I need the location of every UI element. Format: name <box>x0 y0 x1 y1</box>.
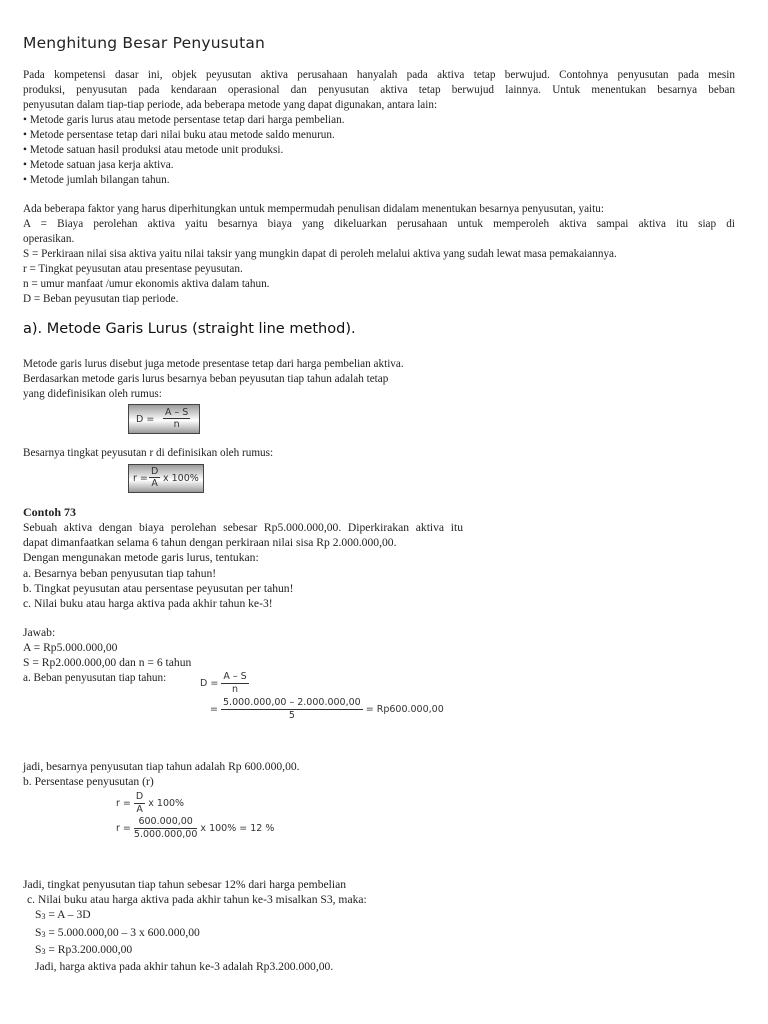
section-a-text <box>23 357 404 402</box>
calc-a1 <box>200 671 249 696</box>
result-b-text: Jadi, tingkat penyusutan tiap tahun sebesar 12% dari harga pembelian <box>23 878 347 891</box>
calc-denominator: n <box>231 684 238 695</box>
calc-numerator: D <box>135 791 144 802</box>
section-a-line: yang didefinisikan oleh rumus: <box>23 388 162 400</box>
calc-b2 <box>116 816 274 841</box>
s3-line <box>23 942 367 959</box>
answer-part-b-label: b. Persentase penyusutan (r) <box>23 775 154 789</box>
s3-symbol: S <box>35 908 42 922</box>
s3-expression: = 5.000.000,00 – 3 x 600.000,00 <box>45 925 200 939</box>
factor-n: n = umur manfaat /umur ekonomis aktiva dalam tahun. <box>23 278 270 290</box>
method-list-item: • Metode jumlah bilangan tahun. <box>23 174 170 186</box>
formula-denominator: n <box>173 419 180 430</box>
section-a-line: Berdasarkan metode garis lurus besarnya beban peyusutan tiap tahun adalah tetap <box>23 373 389 385</box>
method-list-item: • Metode satuan jasa kerja aktiva. <box>23 159 174 171</box>
s3-symbol: S <box>35 942 42 956</box>
calc-denominator: A <box>136 804 143 815</box>
s3-expression: = Rp3.200.000,00 <box>45 942 133 956</box>
formula-lhs: r = <box>133 473 148 484</box>
answer-given-s: S = Rp2.000.000,00 dan n = 6 tahun <box>23 656 192 670</box>
calc-numerator: 5.000.000,00 – 2.000.000,00 <box>223 697 361 708</box>
example-body <box>23 520 463 611</box>
formula-lhs: D = <box>136 414 155 425</box>
conclusion-text: Jadi, harga aktiva pada akhir tahun ke-3 adalah Rp3.200.000,00. <box>35 960 334 974</box>
calc-fraction <box>134 791 145 816</box>
example-line: c. Nilai buku atau harga aktiva pada akhir tahun ke-3! <box>23 597 273 611</box>
calc-a2 <box>210 697 444 722</box>
s3-expression: = A – 3D <box>45 908 91 922</box>
section-heading: a). Metode Garis Lurus (straight line method). <box>23 321 356 337</box>
factor-a: A = Biaya perolehan aktiva yaitu besarnya biaya yang dikeluarkan perusahaan untuk memperoleh aktiva sampai aktiva itu siap di <box>23 218 735 230</box>
s3-symbol: S <box>35 925 42 939</box>
calc-fraction <box>221 697 363 722</box>
calc-rhs: = Rp600.000,00 <box>365 704 444 715</box>
calc-numerator: A – S <box>223 671 247 682</box>
answer-result-a <box>23 759 300 789</box>
example-line: Dengan mengunakan metode garis lurus, tentukan: <box>23 551 259 565</box>
factor-s: S = Perkiraan nilai sisa aktiva yaitu nilai taksir yang mungkin dapat di peroleh melalui aktiva yang sudah lewat masa pemakaiannya. <box>23 248 617 260</box>
formula-fraction <box>163 407 190 430</box>
example-title <box>23 505 76 520</box>
s3-line <box>23 925 367 942</box>
s3-subscript: 3 <box>41 929 46 939</box>
example-line: a. Besarnya beban penyusutan tiap tahun! <box>23 566 217 580</box>
method-list-item: • Metode satuan hasil produksi atau metode unit produksi. <box>23 144 284 156</box>
calc-denominator: 5 <box>288 710 295 721</box>
calc-rhs: x 100% <box>148 798 185 809</box>
intro-line: penyusutan dalam tiap-tiap periode, ada beberapa metode yang dapat digunakan, antara lain: <box>23 99 438 111</box>
example-heading: Contoh 73 <box>23 505 77 519</box>
method-list-item: • Metode garis lurus atau metode persentase tetap dari harga pembelian. <box>23 114 345 126</box>
factor-r: r = Tingkat peyusutan atau presentase peyusutan. <box>23 263 243 275</box>
calc-lhs: r = <box>116 798 131 809</box>
example-line: b. Tingkat peyusutan atau persentase peyusutan per tahun! <box>23 581 294 595</box>
s3-line <box>23 907 367 924</box>
section-a-line: Metode garis lurus disebut juga metode presentase tetap dari harga pembelian aktiva. <box>23 358 404 370</box>
calc-denominator: 5.000.000,00 <box>133 829 198 840</box>
rate-text: Besarnya tingkat peyusutan r di definisikan oleh rumus: <box>23 447 274 459</box>
answer-part-a-label: a. Beban penyusutan tiap tahun: <box>23 671 167 684</box>
answer-given-a: A = Rp5.000.000,00 <box>23 641 118 655</box>
calc-lhs: D = <box>200 678 219 689</box>
factors-intro: Ada beberapa faktor yang harus diperhitungkan untuk mempermudah penulisan didalam menentukan besarnya penyusutan, yaitu: <box>23 203 604 215</box>
factors-section <box>23 202 735 307</box>
formula-rhs: x 100% <box>163 473 199 484</box>
result-a-text: jadi, besarnya penyusutan tiap tahun adalah Rp 600.000,00. <box>23 760 300 773</box>
formula-numerator: D <box>151 466 159 477</box>
example-line: Sebuah aktiva dengan biaya perolehan sebesar Rp5.000.000,00. Diperkirakan aktiva itu <box>23 521 463 534</box>
example-line: dapat dimanfaatkan selama 6 tahun dengan perkiraan nilai sisa Rp 2.000.000,00. <box>23 536 397 550</box>
calc-numerator: 600.000,00 <box>134 816 197 829</box>
calc-b1 <box>116 791 184 816</box>
formula-r-box <box>128 464 204 493</box>
formula-denominator: A <box>151 478 158 489</box>
calc-fraction <box>134 816 197 841</box>
factor-a-cont: operasikan. <box>23 233 75 245</box>
s3-subscript: 3 <box>41 946 46 956</box>
method-list-item: • Metode persentase tetap dari nilai buku atau metode saldo menurun. <box>23 129 335 141</box>
calc-lhs: r = <box>116 823 131 834</box>
formula-numerator: A – S <box>165 407 189 418</box>
answer-section <box>23 625 191 686</box>
answer-label: Jawab: <box>23 626 56 639</box>
answer-part-c-label: c. Nilai buku atau harga aktiva pada akhir tahun ke-3 misalkan S3, maka: <box>27 893 367 907</box>
calc-fraction <box>221 671 248 696</box>
factor-d: D = Beban peyusutan tiap periode. <box>23 293 179 305</box>
formula-fraction <box>149 466 160 489</box>
calc-lhs: = <box>210 704 218 715</box>
formula-d-box <box>128 404 200 434</box>
intro-line: produksi, penyusutan pada kendaraan operasional dan penyusutan aktiva tetap berwujud lainnya. Untuk menentukan besarnya beban <box>23 84 735 96</box>
intro-line: Pada kompetensi dasar ini, objek peyusutan aktiva perusahaan hanyalah pada aktiva tetap berwujud. Contohnya penyusutan pada mesin <box>23 69 735 81</box>
calc-rhs: x 100% = 12 % <box>200 823 275 834</box>
answer-part-c <box>23 877 367 974</box>
page-title: Menghitung Besar Penyusutan <box>23 34 266 52</box>
intro-section <box>23 68 735 188</box>
s3-subscript: 3 <box>41 912 46 922</box>
